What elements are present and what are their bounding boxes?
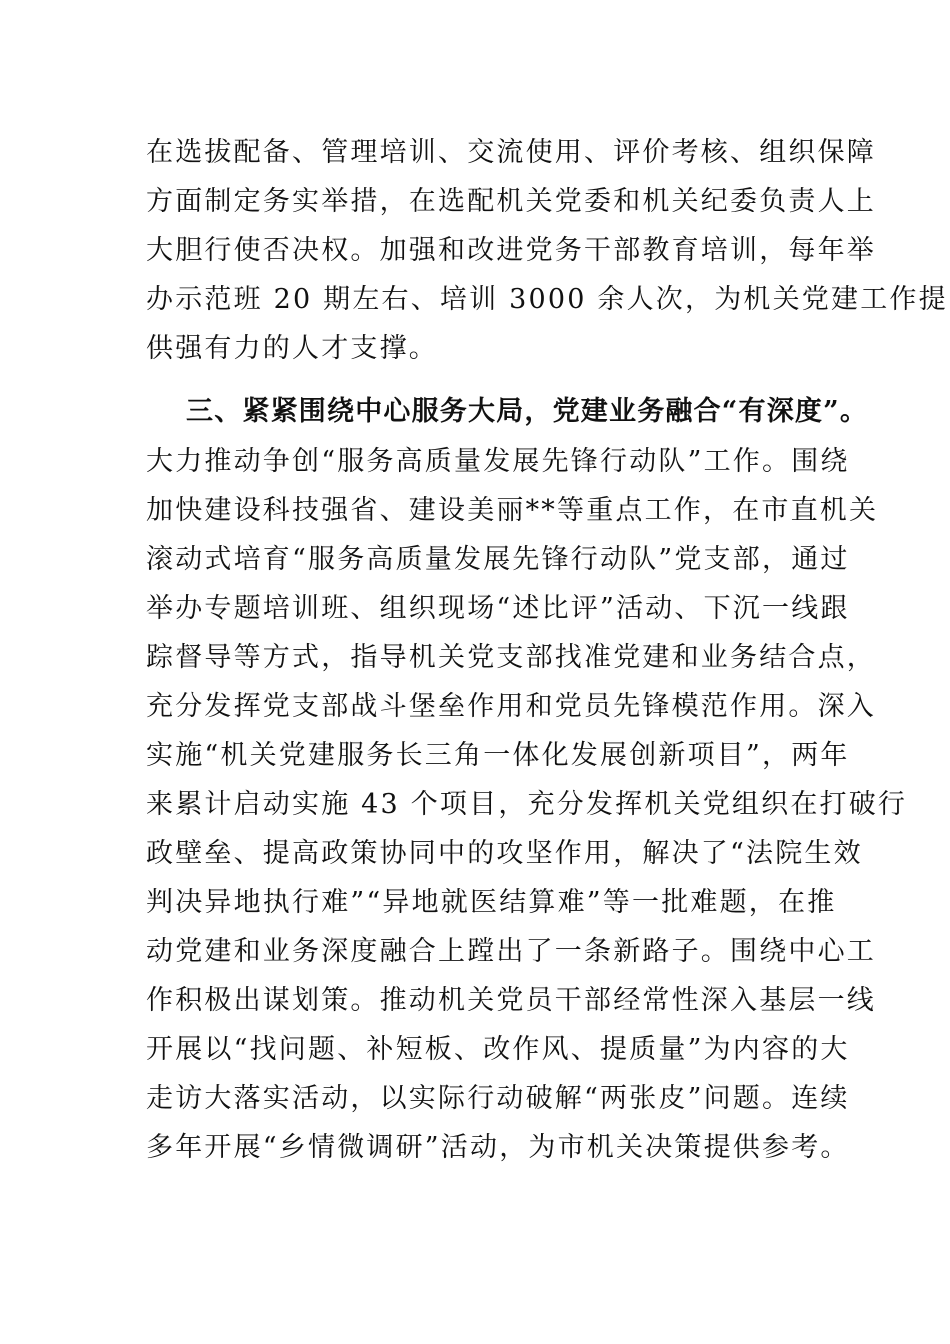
paragraph-1-line: 在选拔配备、管理培训、交流使用、评价考核、组织保障 [146,137,876,168]
paragraph-2-line: 充分发挥党支部战斗堡垒作用和党员先锋模范作用。深入 [146,691,876,722]
paragraph-2-line: 踪督导等方式，指导机关党支部找准党建和业务结合点， [146,642,876,673]
paragraph-2-line: 作积极出谋划策。推动机关党员干部经常性深入基层一线 [146,985,876,1016]
paragraph-2-line: 多年开展“乡情微调研”活动，为市机关决策提供参考。 [146,1132,850,1163]
paragraph-2-line: 走访大落实活动，以实际行动破解“两张皮”问题。连续 [146,1083,850,1114]
paragraph-2-line: 判决异地执行难”“异地就医结算难”等一批难题，在推 [146,887,837,918]
paragraph-1-line: 方面制定务实举措，在选配机关党委和机关纪委负责人上 [146,186,876,217]
paragraph-2-line: 加快建设科技强省、建设美丽**等重点工作，在市直机关 [146,495,879,526]
paragraph-2-line: 来累计启动实施 43 个项目，充分发挥机关党组织在打破行 [146,789,908,820]
paragraph-2-line: 举办专题培训班、组织现场“述比评”活动、下沉一线跟 [146,593,850,624]
paragraph-1-line: 供强有力的人才支撑。 [146,333,438,364]
paragraph-1-line: 办示范班 20 期左右、培训 3000 余人次，为机关党建工作提 [146,284,948,315]
paragraph-2-line: 政壁垒、提高政策协同中的攻坚作用，解决了“法院生效 [146,838,863,869]
paragraph-2-line: 滚动式培育“服务高质量发展先锋行动队”党支部，通过 [146,544,850,575]
paragraph-2-line: 动党建和业务深度融合上蹚出了一条新路子。围绕中心工 [146,936,876,967]
paragraph-2-line: 大力推动争创“服务高质量发展先锋行动队”工作。围绕 [146,446,850,477]
paragraph-1-line: 大胆行使否决权。加强和改进党务干部教育培训，每年举 [146,235,876,266]
paragraph-2-line: 开展以“找问题、补短板、改作风、提质量”为内容的大 [146,1034,850,1065]
section-heading: 三、紧紧围绕中心服务大局，党建业务融合“有深度”。 [186,396,869,427]
paragraph-2-line: 实施“机关党建服务长三角一体化发展创新项目”，两年 [146,740,850,771]
